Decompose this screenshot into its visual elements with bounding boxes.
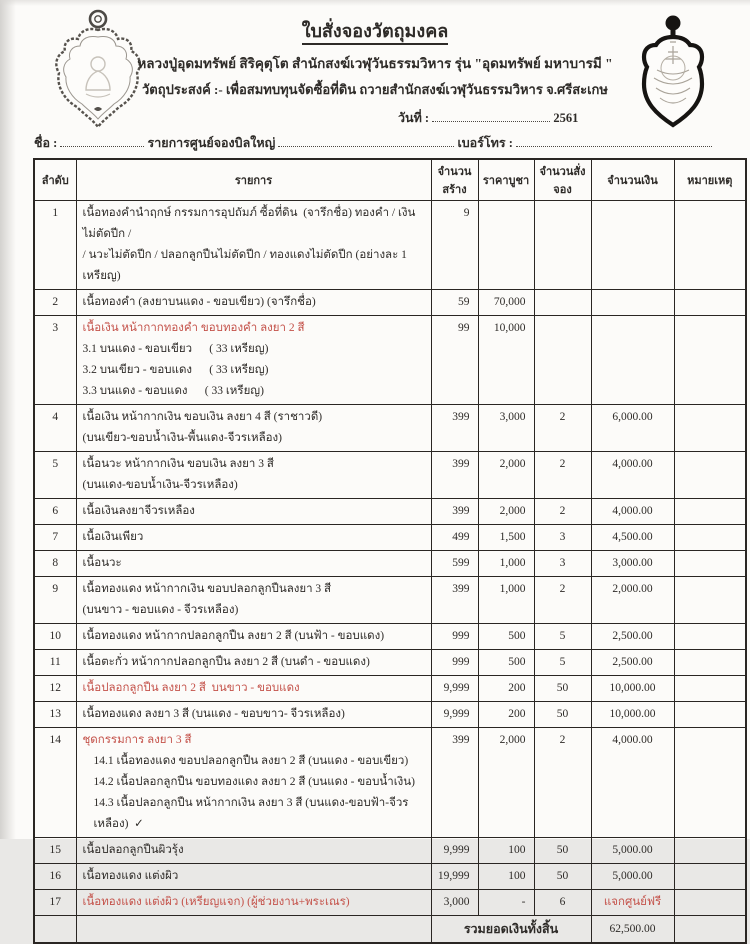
header-no: ลำดับ — [34, 159, 76, 201]
note-cell — [674, 551, 746, 577]
item-cell — [76, 838, 431, 864]
order-qty-cell — [534, 316, 591, 405]
row-number-cell: 2 — [34, 290, 76, 316]
note-cell — [674, 452, 746, 499]
item-line: (บนแดง-ขอบน้ำเงิน-จีวรเหลือง) — [82, 479, 238, 491]
order-qty-cell: 3 — [534, 525, 591, 551]
row-number-cell: 8 — [34, 551, 76, 577]
made-qty-cell: 99 — [431, 316, 478, 405]
table-row — [34, 405, 746, 452]
row-number-cell: 14 — [34, 728, 76, 838]
item-line: 14.1 เนื้อทองแดง ขอบปลอกลูกปืน ลงยา 2 สี (บนแดง - ขอบเขียว) — [93, 755, 409, 767]
amount-cell: 10,000.00 — [591, 702, 674, 728]
order-qty-cell — [534, 201, 591, 290]
item-cell — [76, 650, 431, 676]
table-row — [34, 499, 746, 525]
order-qty-cell: 6 — [534, 890, 591, 916]
item-line: เนื้อเงินลงยาจีวรเหลือง — [82, 505, 195, 517]
note-cell — [674, 728, 746, 838]
made-qty-cell: 399 — [431, 405, 478, 452]
item-line: 3.2 บนเขียว - ขอบแดง ( 33 เหรียญ) — [82, 364, 269, 376]
item-cell — [76, 290, 431, 316]
item-cell — [76, 890, 431, 916]
name-fill-blank2 — [278, 135, 454, 147]
item-line: เนื้อทองคำนำฤกษ์ กรรมการอุปถัมภ์ ซื้อที่ดิน (จารึกชื่อ) ทองคำ / เงินไม่ตัดปีก / — [82, 207, 416, 240]
item-line: เนื้อนวะ หน้ากากเงิน ขอบเงิน ลงยา 3 สี — [82, 458, 274, 470]
note-cell — [674, 405, 746, 452]
note-cell — [674, 525, 746, 551]
item-line: เนื้อทองแดง ลงยา 3 สี (บนแดง - ขอบขาว- จีวรเหลือง) — [82, 708, 345, 720]
total-empty-note-cell — [674, 916, 746, 944]
item-cell — [76, 499, 431, 525]
amount-cell: 3,000.00 — [591, 551, 674, 577]
note-cell — [674, 676, 746, 702]
date-label: วันที่ : — [398, 111, 430, 125]
row-number-cell: 6 — [34, 499, 76, 525]
amount-cell: 4,000.00 — [591, 499, 674, 525]
item-line: เนื้อทองแดง แต่งผิว (เหรียญแจก) (ผู้ช่วยงาน+พระเณร) — [82, 896, 350, 908]
made-qty-cell: 999 — [431, 624, 478, 650]
amount-cell: 4,000.00 — [591, 728, 674, 838]
price-cell: 100 — [478, 864, 534, 890]
price-cell: 1,000 — [478, 551, 534, 577]
table-row — [34, 551, 746, 577]
item-line: (บนขาว - ขอบแดง - จีวรเหลือง) — [82, 604, 239, 616]
name-phone-line — [34, 133, 746, 153]
row-number-cell: 4 — [34, 405, 76, 452]
amount-cell: 4,000.00 — [591, 452, 674, 499]
note-cell — [674, 864, 746, 890]
price-cell — [478, 201, 534, 290]
amount-cell: 2,500.00 — [591, 624, 674, 650]
made-qty-cell: 19,999 — [431, 864, 478, 890]
made-qty-cell: 399 — [431, 577, 478, 624]
amount-cell: 5,000.00 — [591, 838, 674, 864]
total-empty-no-cell — [34, 916, 76, 944]
row-number-cell: 16 — [34, 864, 76, 890]
price-cell: 1,500 — [478, 525, 534, 551]
item-line: 3.3 บนแดง - ขอบแดง ( 33 เหรียญ) — [82, 385, 264, 397]
row-number-cell: 7 — [34, 525, 76, 551]
page-title: ใบสั่งจองวัตถุมงคล — [0, 16, 750, 45]
item-line: เนื้อตะกั่ว หน้ากากปลอกลูกปืน ลงยา 2 สี (บนดำ - ขอบแดง) — [82, 656, 370, 668]
item-line: เนื้อทองแดง แต่งผิว — [82, 870, 179, 882]
price-cell: 2,000 — [478, 452, 534, 499]
amount-cell: 6,000.00 — [591, 405, 674, 452]
row-number-cell: 13 — [34, 702, 76, 728]
table-header-row — [34, 159, 746, 201]
item-cell — [76, 728, 431, 838]
amount-cell: 2,500.00 — [591, 650, 674, 676]
order-qty-cell: 2 — [534, 452, 591, 499]
table-row — [34, 728, 746, 838]
item-cell — [76, 525, 431, 551]
scan-edge-shadow — [0, 0, 16, 839]
item-line: เนื้อทองแดง หน้ากากเงิน ขอบปลอกลูกปืนลงยา 3 สี — [82, 583, 332, 595]
note-cell — [674, 650, 746, 676]
table-row — [34, 316, 746, 405]
item-cell — [76, 702, 431, 728]
note-cell — [674, 290, 746, 316]
item-cell — [76, 551, 431, 577]
price-cell: 500 — [478, 624, 534, 650]
item-line: 14.2 เนื้อปลอกลูกปืน ขอบทองแดง ลงยา 2 สี (บนแดง - ขอบน้ำเงิน) — [93, 776, 415, 788]
center-booking-note: รายการศูนย์จองบิลใหญ่ — [147, 136, 276, 150]
order-qty-cell: 50 — [534, 702, 591, 728]
order-qty-cell: 2 — [534, 499, 591, 525]
price-cell: 10,000 — [478, 316, 534, 405]
row-number-cell: 10 — [34, 624, 76, 650]
total-amount: 62,500.00 — [591, 916, 674, 944]
amount-cell — [591, 316, 674, 405]
made-qty-cell: 59 — [431, 290, 478, 316]
item-line: เนื้อเงิน หน้ากากทองคำ ขอบทองคำ ลงยา 2 สี — [82, 322, 305, 334]
note-cell — [674, 577, 746, 624]
order-qty-cell: 2 — [534, 405, 591, 452]
item-cell — [76, 676, 431, 702]
amount-cell: แจกศูนย์ฟรี — [591, 890, 674, 916]
item-line: เนื้อปลอกลูกปืน ลงยา 2 สี บนขาว - ขอบแดง — [82, 682, 300, 694]
order-qty-cell: 50 — [534, 838, 591, 864]
date-year: 2561 — [553, 111, 579, 125]
amount-cell — [591, 290, 674, 316]
item-line: เนื้อปลอกลูกปืนผิวรุ้ง — [82, 844, 184, 856]
order-qty-cell: 2 — [534, 577, 591, 624]
item-line: / นวะไม่ตัดปีก / ปลอกลูกปืนไม่ตัดปีก / ทองแดงไม่ตัดปีก (อย่างละ 1 เหรียญ) — [82, 249, 410, 282]
name-label: ชื่อ : — [34, 136, 61, 150]
amount-cell: 2,000.00 — [591, 577, 674, 624]
table-row — [34, 838, 746, 864]
total-label: รวมยอดเงินทั้งสิ้น — [431, 916, 591, 944]
row-number-cell: 11 — [34, 650, 76, 676]
amount-cell: 10,000.00 — [591, 676, 674, 702]
note-cell — [674, 702, 746, 728]
table-row — [34, 650, 746, 676]
item-line: เนื้อเงินเพียว — [82, 531, 144, 543]
table-row — [34, 525, 746, 551]
table-row — [34, 676, 746, 702]
item-line: 3.1 บนแดง - ขอบเขียว ( 33 เหรียญ) — [82, 343, 269, 355]
name-fill-blank — [60, 135, 144, 147]
row-number-cell: 5 — [34, 452, 76, 499]
order-table-body — [34, 201, 746, 916]
made-qty-cell: 599 — [431, 551, 478, 577]
table-row — [34, 864, 746, 890]
row-number-cell: 12 — [34, 676, 76, 702]
price-cell: 500 — [478, 650, 534, 676]
phone-fill-blank — [516, 135, 712, 147]
header-order-qty: จำนวนสั่งจอง — [534, 159, 591, 201]
row-number-cell: 1 — [34, 201, 76, 290]
table-row — [34, 201, 746, 290]
item-cell — [76, 405, 431, 452]
item-cell — [76, 577, 431, 624]
item-cell — [76, 624, 431, 650]
row-number-cell: 15 — [34, 838, 76, 864]
header-price: ราคาบูชา — [478, 159, 534, 201]
made-qty-cell: 9,999 — [431, 838, 478, 864]
phone-label: เบอร์โทร : — [457, 136, 516, 150]
order-qty-cell: 50 — [534, 864, 591, 890]
date-line — [398, 108, 578, 128]
item-cell — [76, 864, 431, 890]
order-qty-cell: 5 — [534, 624, 591, 650]
table-row — [34, 890, 746, 916]
price-cell: 3,000 — [478, 405, 534, 452]
price-cell: 200 — [478, 676, 534, 702]
made-qty-cell: 399 — [431, 499, 478, 525]
order-qty-cell: 3 — [534, 551, 591, 577]
made-qty-cell: 499 — [431, 525, 478, 551]
row-number-cell: 17 — [34, 890, 76, 916]
item-line: ชุดกรรมการ ลงยา 3 สี — [82, 734, 192, 746]
amount-cell — [591, 201, 674, 290]
header-made-qty: จำนวนสร้าง — [431, 159, 478, 201]
item-cell — [76, 452, 431, 499]
made-qty-cell: 9 — [431, 201, 478, 290]
item-line: เนื้อทองแดง หน้ากากปลอกลูกปืน ลงยา 2 สี (บนฟ้า - ขอบแดง) — [82, 630, 385, 642]
price-cell: 100 — [478, 838, 534, 864]
total-row — [34, 916, 746, 944]
note-cell — [674, 838, 746, 864]
item-line: (บนเขียว-ขอบน้ำเงิน-พื้นแดง-จีวรเหลือง) — [82, 432, 282, 444]
amount-cell: 5,000.00 — [591, 864, 674, 890]
table-row — [34, 452, 746, 499]
note-cell — [674, 316, 746, 405]
made-qty-cell: 399 — [431, 452, 478, 499]
row-number-cell: 3 — [34, 316, 76, 405]
amount-cell: 4,500.00 — [591, 525, 674, 551]
table-row — [34, 702, 746, 728]
order-qty-cell: 2 — [534, 728, 591, 838]
note-cell — [674, 624, 746, 650]
order-qty-cell — [534, 290, 591, 316]
header-note: หมายเหตุ — [674, 159, 746, 201]
made-qty-cell: 9,999 — [431, 702, 478, 728]
header-item: รายการ — [76, 159, 431, 201]
made-qty-cell: 9,999 — [431, 676, 478, 702]
note-cell — [674, 201, 746, 290]
price-cell: 70,000 — [478, 290, 534, 316]
table-row — [34, 290, 746, 316]
table-row — [34, 577, 746, 624]
made-qty-cell: 999 — [431, 650, 478, 676]
note-cell — [674, 890, 746, 916]
item-cell — [76, 201, 431, 290]
total-empty-item-cell — [76, 916, 431, 944]
order-qty-cell: 50 — [534, 676, 591, 702]
date-fill-blank — [432, 110, 550, 122]
price-cell: 1,000 — [478, 577, 534, 624]
item-line: เนื้อนวะ — [82, 557, 122, 569]
header-amount: จำนวนเงิน — [591, 159, 674, 201]
note-cell — [674, 499, 746, 525]
price-cell: 200 — [478, 702, 534, 728]
price-cell: 2,000 — [478, 499, 534, 525]
item-cell — [76, 316, 431, 405]
table-row — [34, 624, 746, 650]
purpose-line: วัตถุประสงค์ :- เพื่อสมทบทุนจัดซื้อที่ดิน ถวายสำนักสงฆ์เวฬุวันธรรมวิหาร จ.ศรีสะเกษ — [141, 82, 608, 97]
made-qty-cell: 3,000 — [431, 890, 478, 916]
order-qty-cell: 5 — [534, 650, 591, 676]
item-line: เนื้อเงิน หน้ากากเงิน ขอบเงิน ลงยา 4 สี (ราชาวดี) — [82, 411, 323, 423]
price-cell: - — [478, 890, 534, 916]
made-qty-cell: 399 — [431, 728, 478, 838]
item-line: เนื้อทองคำ (ลงยาบนแดง - ขอบเขียว) (จารึกชื่อ) — [82, 296, 316, 308]
order-table — [33, 158, 747, 944]
price-cell: 2,000 — [478, 728, 534, 838]
monk-name-line: หลวงปู่อุดมทรัพย์ สิริคุตุโต สำนักสงฆ์เวฬุวันธรรมวิหาร รุ่น "อุดมทรัพย์ มหาบารมี " — [137, 56, 613, 71]
row-number-cell: 9 — [34, 577, 76, 624]
item-line: 14.3 เนื้อปลอกลูกปืน หน้ากากเงิน ลงยา 3 สี (บนแดง-ขอบฟ้า-จีวรเหลือง) ✓ — [93, 797, 409, 830]
